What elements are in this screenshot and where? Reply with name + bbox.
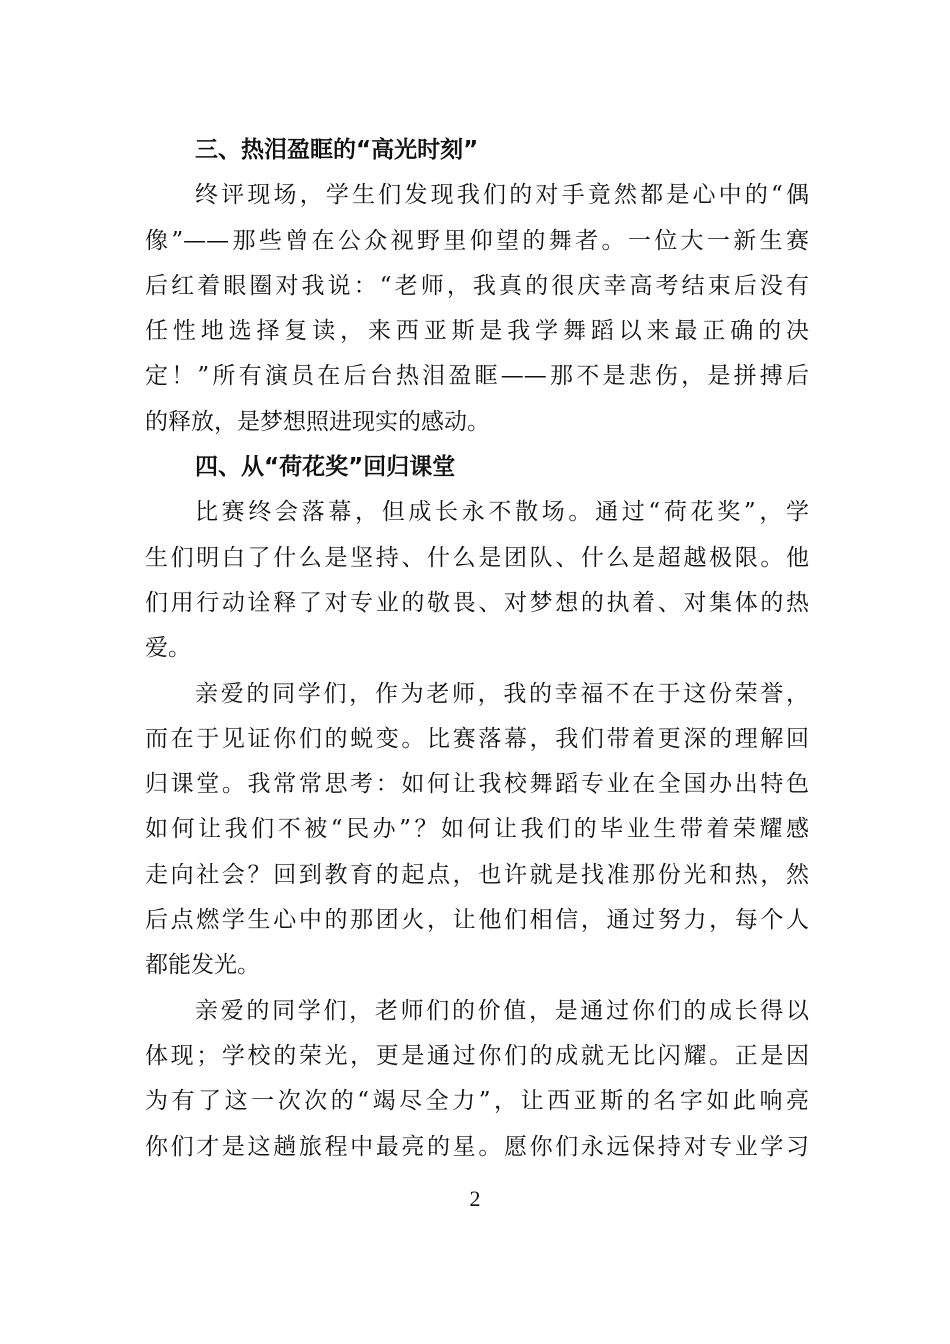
paragraph-line: 定！”所有演员在后台热泪盈眶——那不是悲伤，是拼搏后 [145, 363, 809, 390]
paragraph-line: 终评现场，学生们发现我们的对手竟然都是心中的“偶 [195, 182, 809, 209]
paragraph-line: 如何让我们不被“民办”？如何让我们的毕业生带着荣耀感 [145, 816, 809, 843]
paragraph-line: 爱。 [145, 635, 191, 662]
paragraph-line: 体现；学校的荣光，更是通过你们的成就无比闪耀。正是因 [145, 1042, 809, 1069]
paragraph-line: 任性地选择复读，来西亚斯是我学舞蹈以来最正确的决 [145, 318, 809, 345]
paragraph-line: 亲爱的同学们，老师们的价值，是通过你们的成长得以 [195, 997, 809, 1024]
paragraph-line: 亲爱的同学们，作为老师，我的幸福不在于这份荣誉， [195, 680, 809, 707]
paragraph-line: 比赛终会落幕，但成长永不散场。通过“荷花奖”，学 [195, 499, 809, 526]
paragraph-line: 像”——那些曾在公众视野里仰望的舞者。一位大一新生赛 [145, 227, 809, 254]
paragraph-line: 的释放，是梦想照进现实的感动。 [145, 408, 490, 435]
paragraph-line: 归课堂。我常常思考：如何让我校舞蹈专业在全国办出特色 [145, 771, 809, 798]
page-body [145, 128, 809, 1170]
paragraph-line: 都能发光。 [145, 952, 260, 979]
paragraph-line: 后红着眼圈对我说：“老师，我真的很庆幸高考结束后没有 [145, 272, 809, 299]
page-number: 2 [469, 1186, 481, 1211]
paragraph-line: 走向社会？回到教育的起点，也许就是找准那份光和热，然 [145, 861, 809, 888]
section-heading-4: 四、从“荷花奖”回归课堂 [195, 454, 456, 481]
paragraph-line: 而在于见证你们的蜕变。比赛落幕，我们带着更深的理解回 [145, 725, 809, 752]
section-heading-3: 三、热泪盈眶的“高光时刻” [195, 137, 479, 163]
paragraph-line: 们用行动诠释了对专业的敬畏、对梦想的执着、对集体的热 [145, 589, 809, 616]
paragraph-line: 生们明白了什么是坚持、什么是团队、什么是超越极限。他 [145, 544, 809, 571]
paragraph-line: 你们才是这趟旅程中最亮的星。愿你们永远保持对专业学习 [145, 1133, 809, 1160]
paragraph-line: 为有了这一次次的“竭尽全力”，让西亚斯的名字如此响亮 [145, 1088, 809, 1115]
paragraph-line: 后点燃学生心中的那团火，让他们相信，通过努力，每个人 [145, 907, 809, 934]
